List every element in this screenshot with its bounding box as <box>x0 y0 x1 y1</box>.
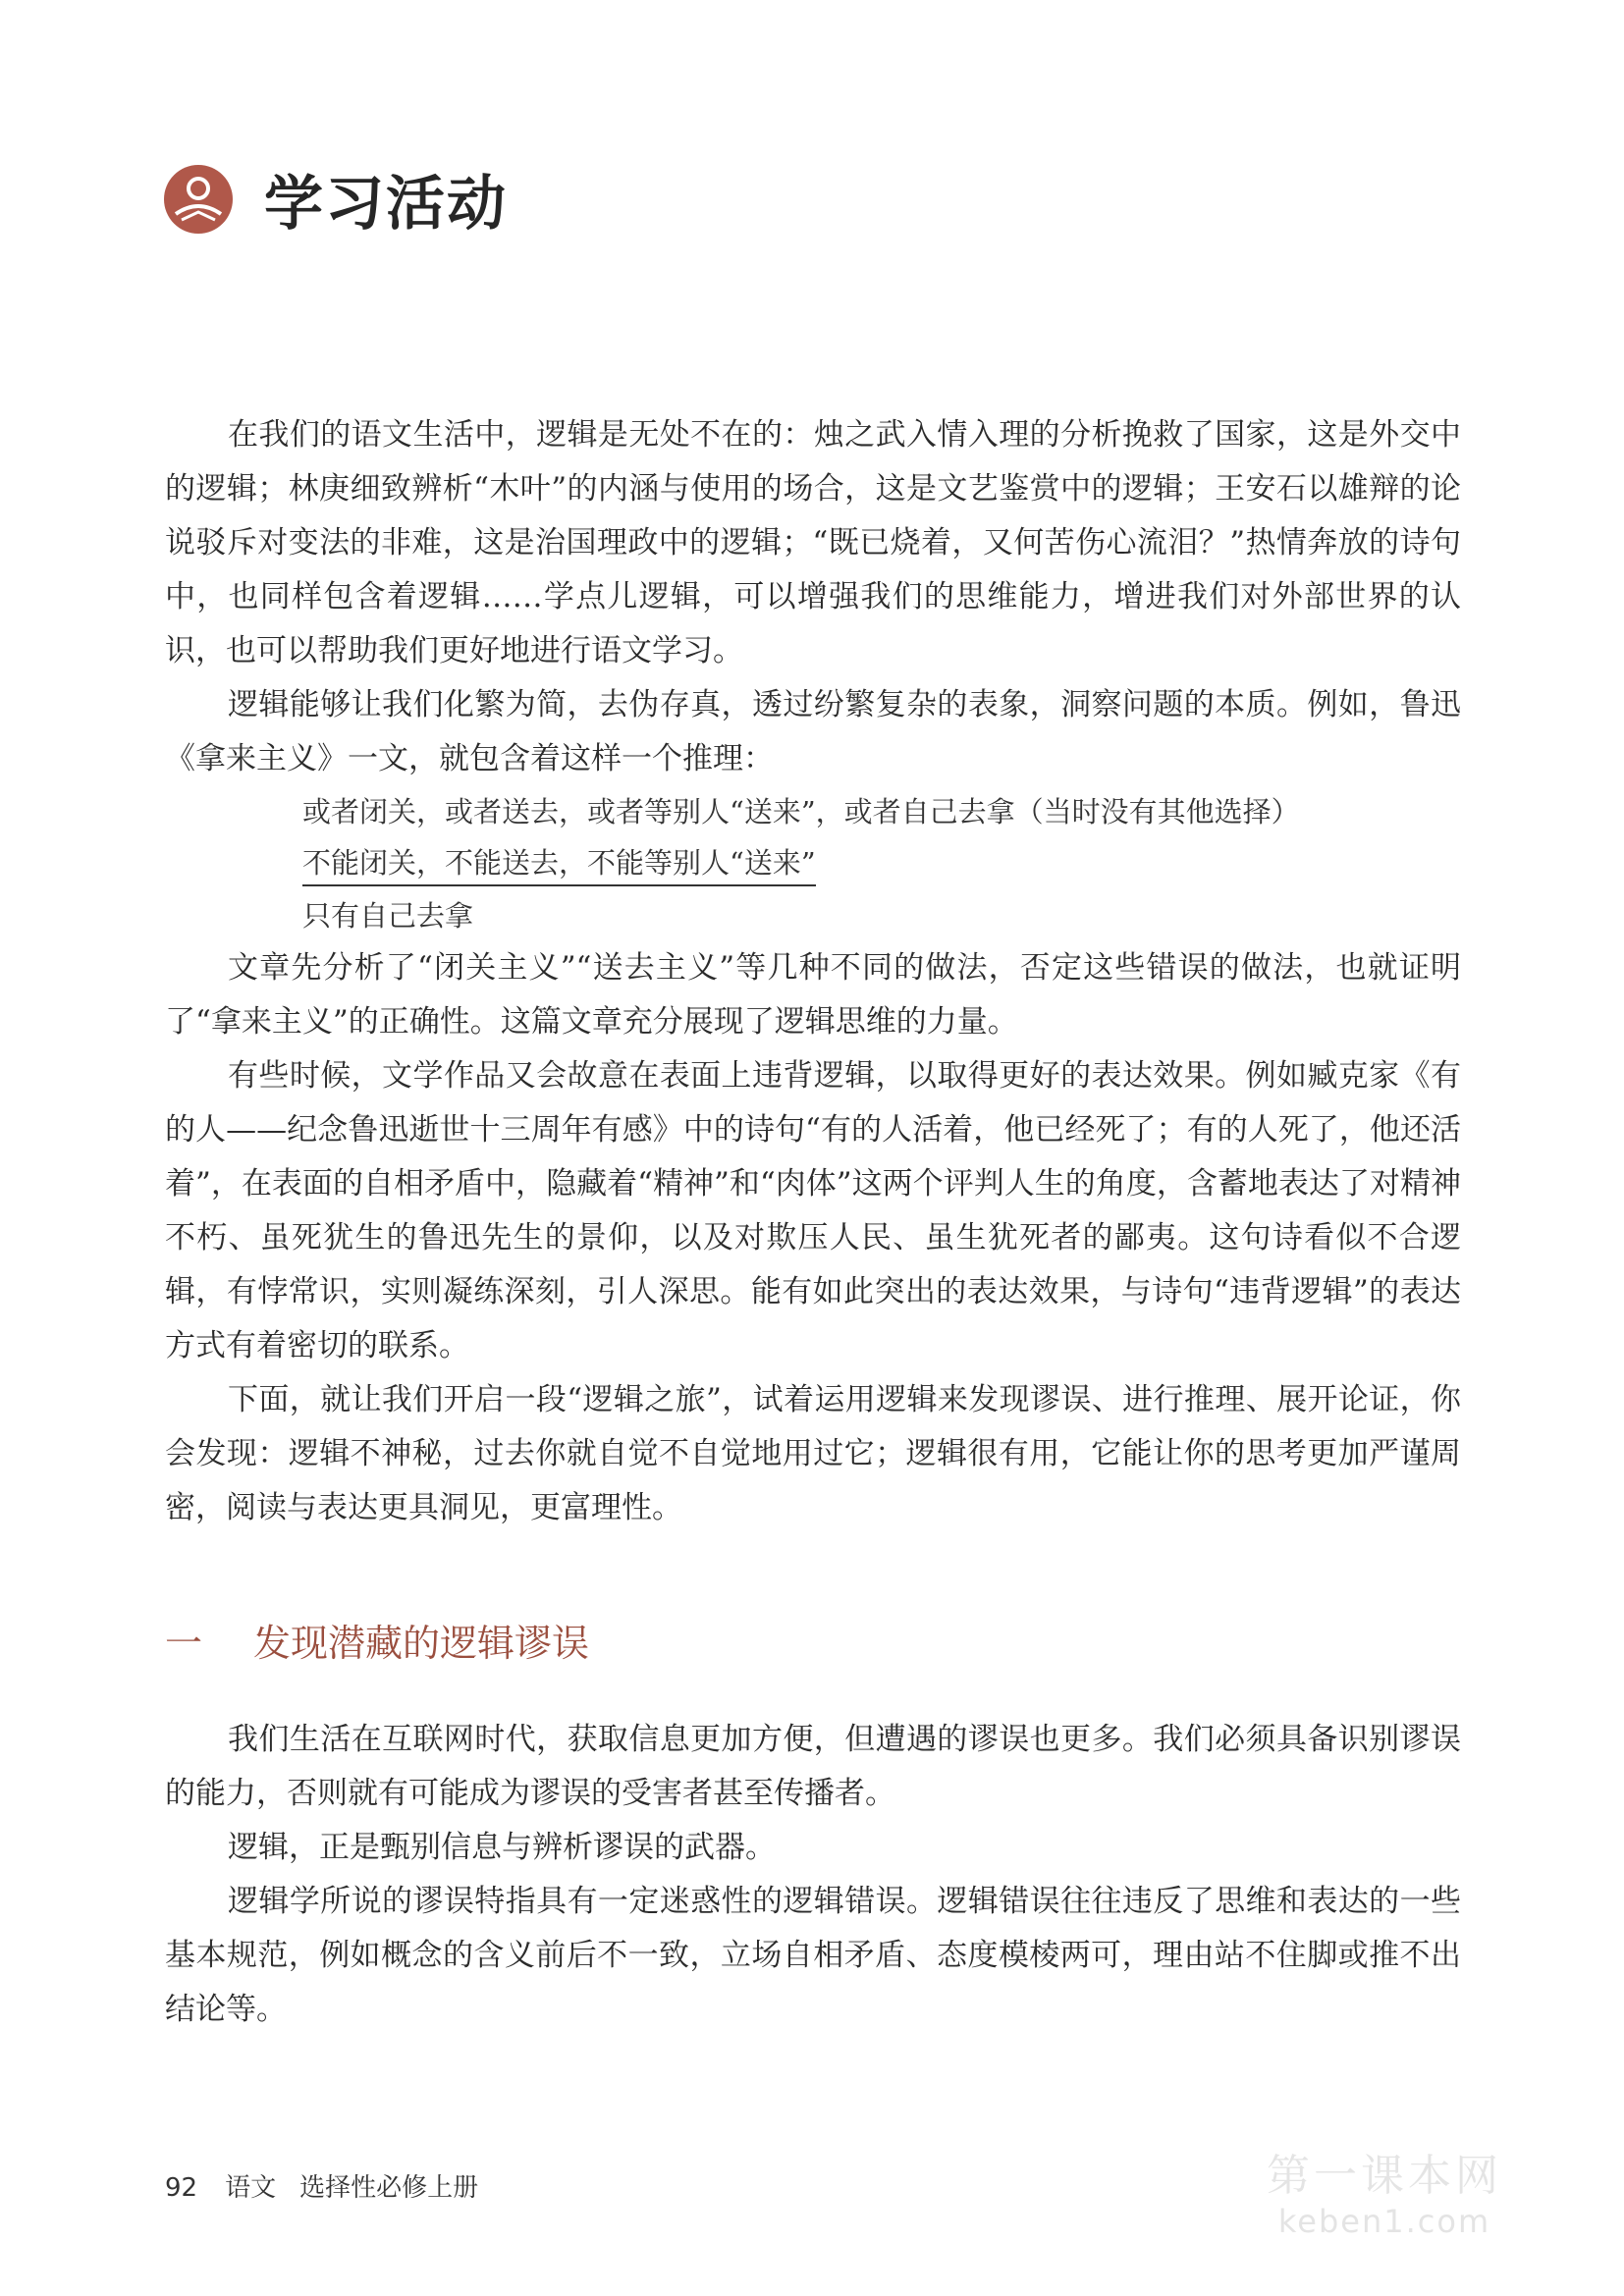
section-heading <box>165 1613 589 1667</box>
footer-subject: 语文 <box>225 2173 277 2203</box>
intro-paragraph: 有些时候，文学作品又会故意在表面上违背逻辑，以取得更好的表达效果。例如臧克家《有的人——纪念鲁迅逝世十三周年有感》中的诗句“有的人活着，他已经死了；有的人死了，他还活着”，在表面的自相矛盾中，隐藏着“精神”和“肉体”这两个评判人生的角度，含蓄地表达了对精神不朽、虽死犹生的鲁迅先生的景仰，以及对欺压人民、虽生犹死者的鄙夷。这句诗看似不合逻辑，有悖常识，实则凝练深刻，引人深思。能有如此突出的表达效果，与诗句“违背逻辑”的表达方式有着密切的联系。 <box>165 1058 1461 1363</box>
reading-person-icon <box>162 163 235 236</box>
intro-paragraph: 在我们的语文生活中，逻辑是无处不在的：烛之武入情入理的分析挽救了国家，这是外交中的逻辑；林庚细致辨析“木叶”的内涵与使用的场合，这是文艺鉴赏中的逻辑；王安石以雄辩的论说驳斥对变法的非难，这是治国理政中的逻辑；“既已烧着，又何苦伤心流泪？”热情奔放的诗句中，也同样包含着逻辑……学点儿逻辑，可以增强我们的思维能力，增进我们对外部世界的认识，也可以帮助我们更好地进行语文学习。 <box>165 417 1461 668</box>
syllogism-block <box>302 786 1461 941</box>
section-paragraph: 逻辑，正是甄别信息与辨析谬误的武器。 <box>228 1830 776 1865</box>
intro-paragraph: 逻辑能够让我们化繁为简，去伪存真，透过纷繁复杂的表象，洞察问题的本质。例如，鲁迅《拿来主义》一文，就包含着这样一个推理： <box>165 687 1461 776</box>
intro-paragraph: 下面，就让我们开启一段“逻辑之旅”，试着运用逻辑来发现谬误、进行推理、展开论证，你会发现：逻辑不神秘，过去你就自觉不自觉地用过它；逻辑很有用，它能让你的思考更加严谨周密，阅读与表达更具洞见，更富理性。 <box>165 1382 1461 1525</box>
footer-book: 选择性必修上册 <box>299 2173 479 2203</box>
page-title: 学习活动 <box>264 170 508 239</box>
section-number: 一 <box>165 1622 203 1665</box>
page-header <box>162 157 508 241</box>
section-paragraph: 逻辑学所说的谬误特指具有一定迷惑性的逻辑错误。逻辑错误往往违反了思维和表达的一些基本规范，例如概念的含义前后不一致，立场自相矛盾、态度模棱两可，理由站不住脚或推不出结论等。 <box>165 1884 1461 2027</box>
intro-section <box>165 408 1461 1535</box>
page-number: 92 <box>165 2173 198 2203</box>
watermark <box>1267 2140 1502 2240</box>
page-footer <box>165 2167 478 2204</box>
syllogism-premise: 或者闭关，或者送去，或者等别人“送来”，或者自己去拿（当时没有其他选择） <box>302 795 1300 828</box>
watermark-line: keben1.com <box>1277 2203 1491 2240</box>
section-title: 发现潜藏的逻辑谬误 <box>253 1622 590 1665</box>
syllogism-premise: 不能闭关，不能送去，不能等别人“送来” <box>302 841 816 886</box>
intro-paragraph: 文章先分析了“闭关主义”“送去主义”等几种不同的做法，否定这些错误的做法，也就证明了“拿来主义”的正确性。这篇文章充分展现了逻辑思维的力量。 <box>165 950 1461 1040</box>
syllogism-conclusion: 只有自己去拿 <box>302 899 474 933</box>
section-body <box>165 1713 1461 2037</box>
section-paragraph: 我们生活在互联网时代，获取信息更加方便，但遭遇的谬误也更多。我们必须具备识别谬误的能力，否则就有可能成为谬误的受害者甚至传播者。 <box>165 1722 1461 1811</box>
watermark-line: 第一课本网 <box>1267 2151 1502 2201</box>
